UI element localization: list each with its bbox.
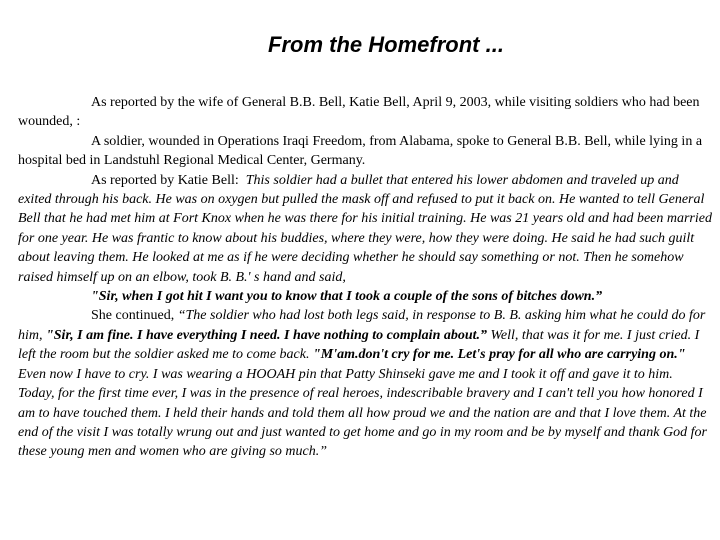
report-lead: As reported by Katie Bell: [91, 172, 239, 188]
continued-part1: “The soldier who had lost both legs said, in response to B. B. asking him what he could do for him, [18, 308, 706, 343]
document-title: From the Homefront ... [268, 32, 504, 57]
soldier-quote-paragraph [18, 287, 712, 306]
document-body [18, 93, 712, 462]
continued-paragraph [18, 306, 712, 461]
continued-lead: She continued, [91, 308, 175, 324]
soldier-quote: "Sir, when I got hit I want you to know that I took a couple of the sons of bitches down.” [91, 289, 603, 305]
report-paragraph [18, 171, 712, 287]
report-story: This soldier had a bullet that entered his lower abdomen and traveled up and exited through his back. He was on oxygen but pulled the mask off and refused to put it back on. He wanted to tell General Bell that he had met him at Fort Knox when he was there for his initial training. He was 21 years old and had been married for one year. He was frantic to know about his buddies, where they were, how they were doing. He said he had such guilt about leaving them. He looked at me as if he were deciding whether he should say something or not. Then he somehow raised himself up on an elbow, took B. B.' s hand and said, [18, 172, 712, 285]
continued-part3: Even now I have to cry. I was wearing a HOOAH pin that Patty Shinseki gave me and I took it off and gave it to him. Today, for the first time ever, I was in the presence of real heroes, indescribable bravery and I can't tell you how honored I am to have touched them. I held their hands and told them all how proud we and the nation are and that I love them. At the end of the visit I was totally wrung out and just wanted to get home and go in my room and be by myself and thank God for these young men and women who are giving so much.” [18, 366, 707, 460]
quote-two: "Sir, I am fine. I have everything I need. I have nothing to complain about.” [46, 327, 488, 343]
soldier-intro-paragraph: A soldier, wounded in Operations Iraqi Freedom, from Alabama, spoke to General B.B. Bell, while lying in a hospital bed in Landstuhl Regional Medical Center, Germany. [18, 133, 703, 169]
intro-paragraph: As reported by the wife of General B.B. Bell, Katie Bell, April 9, 2003, while visiting soldiers who had been wounded, : [18, 95, 700, 130]
continued-part2: Well, that was it for me. I just cried. I left the room but the soldier asked me to come back. [18, 327, 700, 363]
quote-three: "M'am.don't cry for me. Let's pray for all who are carrying on." [312, 347, 686, 363]
